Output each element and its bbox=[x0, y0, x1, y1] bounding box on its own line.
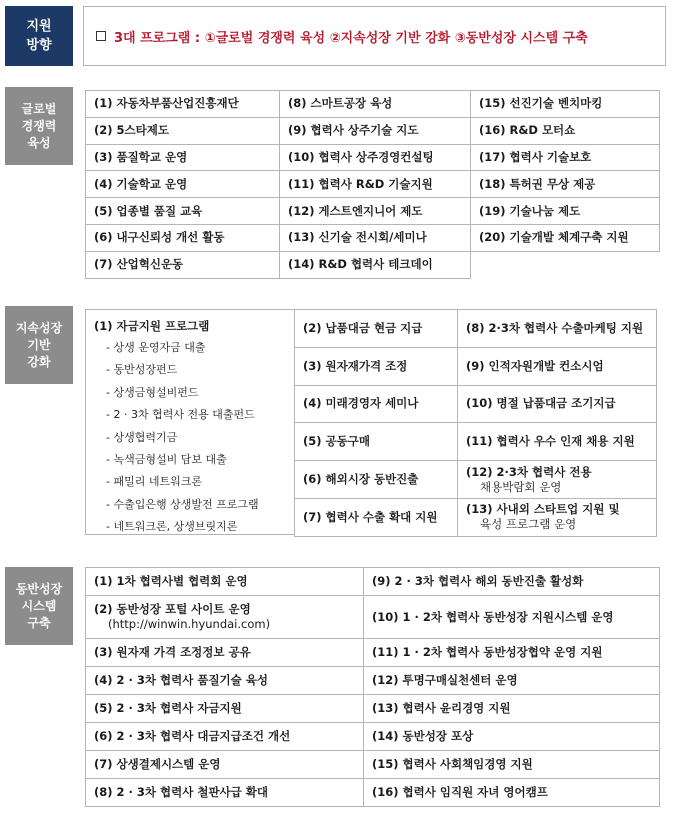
s1-item bbox=[279, 90, 471, 118]
s2-item bbox=[294, 347, 458, 386]
s1-item-text: (17) 협력사 기술보호 bbox=[479, 149, 592, 164]
s2-item bbox=[457, 385, 657, 424]
s3-item bbox=[363, 778, 660, 807]
s3-item bbox=[85, 722, 364, 751]
s2-item bbox=[457, 309, 657, 348]
funding-item: - 네트워크론, 상생브릿지론 bbox=[94, 516, 294, 535]
s3-item-text: (12) 투명구매실천센터 운영 bbox=[372, 673, 518, 687]
s1-item-text: (9) 협력사 상주기술 지도 bbox=[288, 123, 419, 138]
s3-item-text: (9) 2 · 3차 협력사 해외 동반진출 활성화 bbox=[372, 574, 584, 588]
s1-item bbox=[279, 117, 471, 145]
s3-item bbox=[85, 694, 364, 723]
s3-item-text: (11) 1 · 2차 협력사 동반성장협약 운영 지원 bbox=[372, 645, 603, 659]
s1-item-text: (10) 협력사 상주경영컨설팅 bbox=[288, 149, 434, 164]
section2-label: 지속성장 기반 강화 bbox=[5, 306, 73, 384]
s2-item-text: (3) 원자재가격 조정 bbox=[303, 358, 408, 373]
s2-item-text: (6) 해외시장 동반진출 bbox=[303, 472, 419, 487]
s3-item bbox=[85, 750, 364, 779]
s2-item bbox=[457, 347, 657, 386]
s1-item-text: (12) 게스트엔지니어 제도 bbox=[288, 203, 423, 218]
s3-item-text: (14) 동반성장 포상 bbox=[372, 729, 474, 743]
s3-item bbox=[363, 595, 660, 639]
funding-item: - 2 · 3차 협력사 전용 대출펀드 bbox=[94, 404, 294, 426]
section3-label: 동반성장 시스템 구축 bbox=[5, 567, 73, 645]
vision-text: 3대 프로그램 : ①글로벌 경쟁력 육성 ②지속성장 기반 강화 ③동반성장 시스템 구축 bbox=[114, 30, 588, 46]
s3-item-text: (1) 1차 협력사별 협력회 운영 bbox=[94, 574, 248, 588]
s1-item-text: (8) 스마트공장 육성 bbox=[288, 96, 393, 111]
s1-item bbox=[470, 197, 660, 225]
s3-item bbox=[363, 567, 660, 596]
s1-item bbox=[85, 90, 280, 118]
s1-item bbox=[470, 117, 660, 145]
funding-item: - 상생 운영자금 대출 bbox=[94, 337, 294, 359]
s2-funding-list bbox=[94, 337, 294, 535]
s1-item bbox=[85, 144, 280, 172]
s1-item bbox=[279, 251, 471, 279]
s3-item bbox=[363, 750, 660, 779]
vision-statement bbox=[83, 6, 666, 66]
s3-item-text: (3) 원자재 가격 조정정보 공유 bbox=[94, 645, 251, 659]
s3-item-text: (4) 2 · 3차 협력사 품질기술 육성 bbox=[94, 673, 268, 687]
s2-item-text: (4) 미래경영자 세미나 bbox=[303, 396, 419, 411]
s3-item-text: (10) 1 · 2차 협력사 동반성장 지원시스템 운영 bbox=[372, 609, 614, 624]
s2-item-subtext: 육성 프로그램 운영 bbox=[480, 517, 577, 532]
s2-funding-title: (1) 자금지원 프로그램 bbox=[94, 319, 210, 333]
s2-item-subtext: 채용박람회 운영 bbox=[480, 479, 562, 494]
s1-item bbox=[279, 144, 471, 172]
s3-item bbox=[363, 722, 660, 751]
s2-item bbox=[294, 422, 458, 461]
funding-item: - 녹색금형설비 담보 대출 bbox=[94, 449, 294, 471]
s3-item bbox=[85, 778, 364, 807]
s1-item bbox=[85, 224, 280, 252]
s1-item-text: (14) R&D 협력사 테크데이 bbox=[288, 257, 433, 272]
s1-item bbox=[85, 197, 280, 225]
s2-funding-program bbox=[85, 309, 295, 535]
s2-item-text: (9) 인적자원개발 컨소시엄 bbox=[466, 358, 604, 373]
s1-item bbox=[470, 144, 660, 172]
s3-item-text: (5) 2 · 3차 협력사 자금지원 bbox=[94, 701, 242, 715]
s1-item-text: (20) 기술개발 체계구축 지원 bbox=[479, 230, 629, 245]
s3-item-text: (6) 2 · 3차 협력사 대금지급조건 개선 bbox=[94, 729, 291, 743]
s2-item bbox=[294, 385, 458, 424]
s2-item bbox=[294, 460, 458, 499]
s1-item-text: (1) 자동차부품산업진흥재단 bbox=[94, 96, 239, 111]
s1-item bbox=[85, 117, 280, 145]
s2-item-text: (2) 납품대금 현금 지급 bbox=[303, 320, 423, 335]
s2-item bbox=[294, 309, 458, 348]
s1-item-text: (16) R&D 모터쇼 bbox=[479, 123, 576, 138]
s2-item bbox=[294, 498, 458, 537]
s3-item bbox=[85, 595, 364, 639]
s1-item bbox=[470, 170, 660, 198]
s1-item-text: (5) 업종별 품질 교육 bbox=[94, 203, 203, 218]
direction-label: 지원 방향 bbox=[5, 6, 73, 66]
funding-item: - 패밀리 네트워크론 bbox=[94, 471, 294, 493]
s3-item bbox=[363, 666, 660, 695]
s3-item-text: (8) 2 · 3차 협력사 철판사급 확대 bbox=[94, 785, 268, 799]
s2-item-text: (8) 2·3차 협력사 수출마케팅 지원 bbox=[466, 320, 644, 335]
s3-item bbox=[363, 694, 660, 723]
checkbox-square-icon bbox=[96, 31, 106, 41]
s1-item-text: (2) 5스타제도 bbox=[94, 123, 169, 138]
s1-item bbox=[85, 251, 280, 279]
s1-item bbox=[85, 170, 280, 198]
section1-label: 글로벌 경쟁력 육성 bbox=[5, 87, 73, 165]
s3-item bbox=[85, 666, 364, 695]
s2-item-text: (11) 협력사 우수 인재 채용 지원 bbox=[466, 434, 635, 449]
s2-item bbox=[457, 422, 657, 461]
s3-item-text: (2) 동반성장 포털 사이트 운영 bbox=[94, 602, 251, 616]
s1-item-text: (3) 품질학교 운영 bbox=[94, 149, 188, 164]
s2-item-text: (12) 2·3차 협력사 전용 bbox=[466, 464, 592, 479]
s2-item bbox=[457, 498, 657, 537]
s1-item bbox=[279, 170, 471, 198]
s2-item-text: (13) 사내외 스타트업 지원 및 bbox=[466, 502, 620, 517]
s2-item-text: (10) 명절 납품대금 조기지급 bbox=[466, 396, 616, 411]
s1-item-text: (7) 산업혁신운동 bbox=[94, 257, 184, 272]
s3-item bbox=[85, 638, 364, 667]
s1-item bbox=[279, 197, 471, 225]
s2-item-text: (5) 공동구매 bbox=[303, 434, 370, 449]
s1-item bbox=[470, 90, 660, 118]
s3-item bbox=[363, 638, 660, 667]
s1-item bbox=[470, 224, 660, 252]
s3-item-text: (13) 협력사 윤리경영 지원 bbox=[372, 701, 511, 715]
s1-item-text: (6) 내구신뢰성 개선 활동 bbox=[94, 230, 225, 245]
funding-item: - 동반성장펀드 bbox=[94, 359, 294, 381]
s1-item-text: (18) 특허권 무상 제공 bbox=[479, 176, 596, 191]
funding-item: - 상생협력기금 bbox=[94, 427, 294, 449]
s2-item-text: (7) 협력사 수출 확대 지원 bbox=[303, 509, 438, 524]
s1-item-text: (19) 기술나눔 제도 bbox=[479, 203, 581, 218]
s3-item-text: (16) 협력사 임직원 자녀 영어캠프 bbox=[372, 785, 548, 799]
s1-item bbox=[279, 224, 471, 252]
s3-item-text: (7) 상생결제시스템 운영 bbox=[94, 757, 221, 771]
funding-item: - 수출입은행 상생발전 프로그램 bbox=[94, 494, 294, 516]
funding-item: - 상생금형설비펀드 bbox=[94, 382, 294, 404]
s3-item-text: (15) 협력사 사회책임경영 지원 bbox=[372, 757, 533, 771]
s3-item bbox=[85, 567, 364, 596]
s2-item bbox=[457, 460, 657, 499]
s1-item-text: (11) 협력사 R&D 기술지원 bbox=[288, 176, 433, 191]
s1-item-text: (15) 선진기술 벤치마킹 bbox=[479, 96, 603, 111]
s1-item-text: (13) 신기술 전시회/세미나 bbox=[288, 230, 427, 245]
s1-item-text: (4) 기술학교 운영 bbox=[94, 176, 188, 191]
s3-item-subtext: (http://winwin.hyundai.com) bbox=[108, 617, 271, 631]
